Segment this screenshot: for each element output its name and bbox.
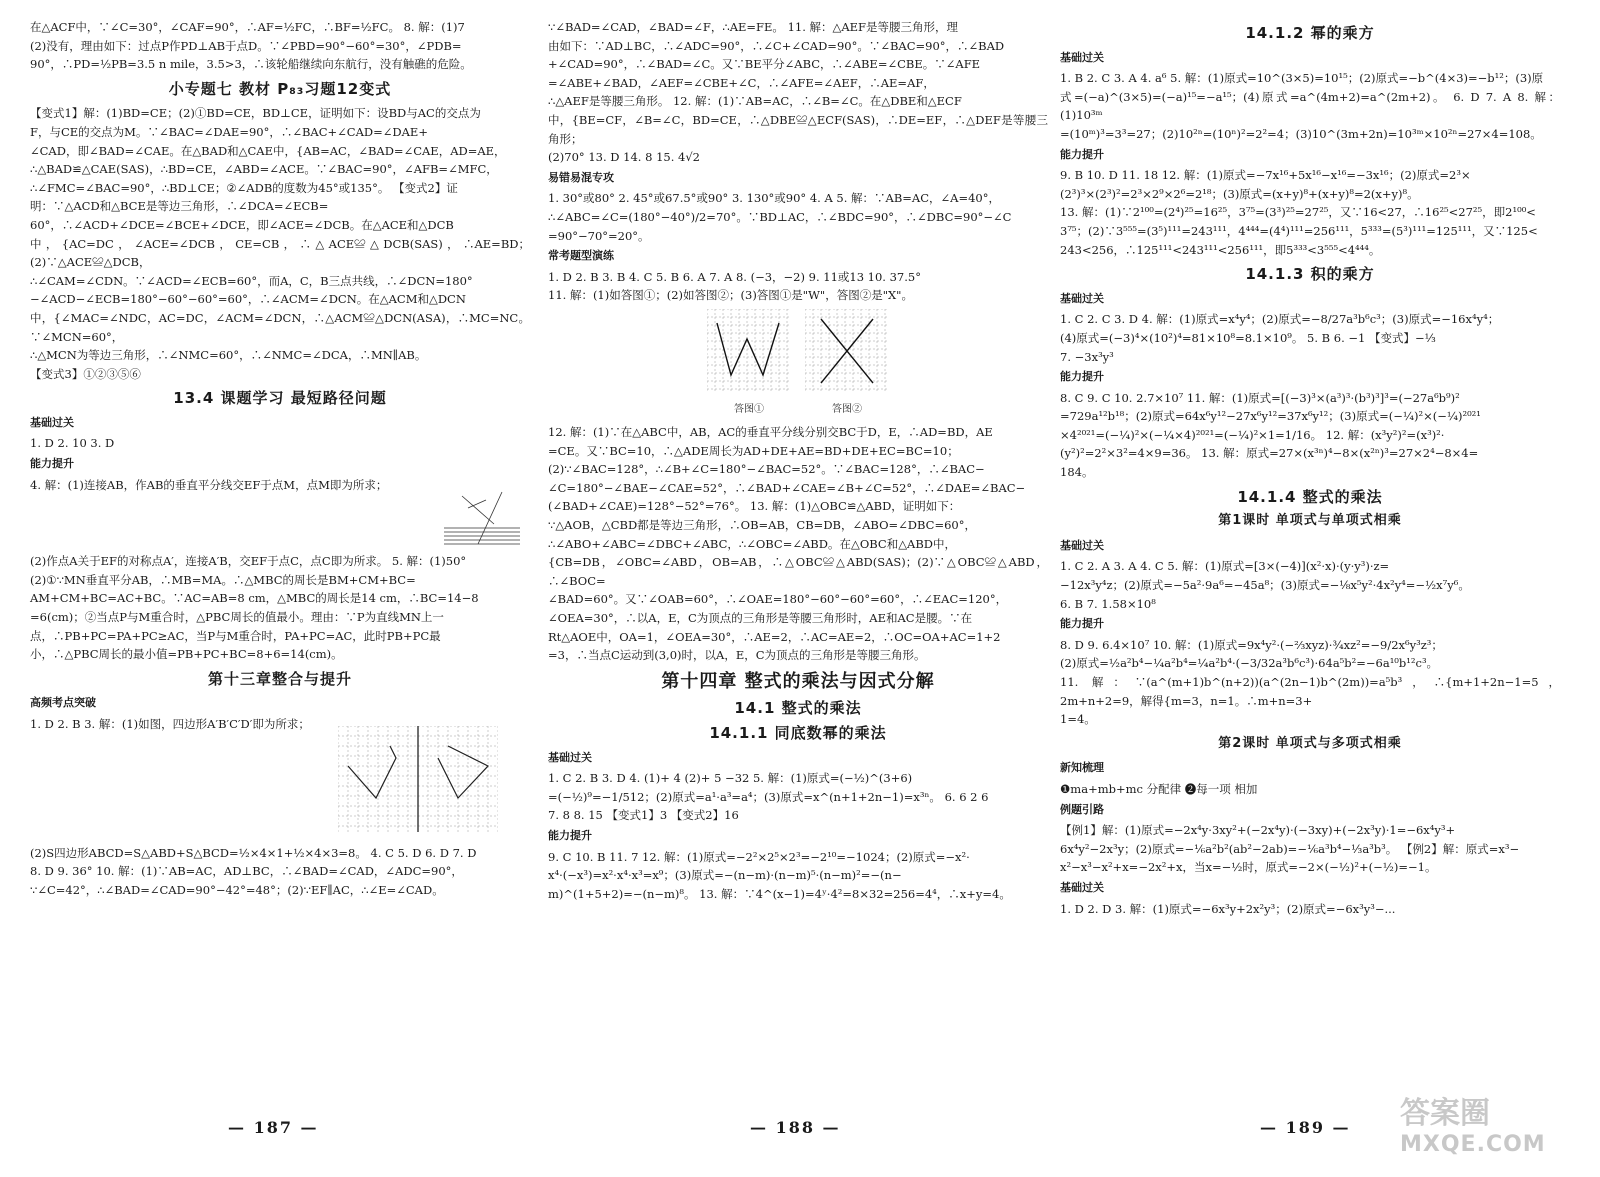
- answer-line: 60°，∴∠ACD+∠DCE=∠BCE+∠DCE，即∠ACE=∠DCB。在△ACE和△DCB: [30, 217, 454, 232]
- answer-line: ∴△MCN为等边三角形，∴∠NMC=60°，∴∠NMC=∠DCA，∴MN∥AB。: [30, 348, 427, 363]
- answer-line: ∵△AOB，△CBD都是等边三角形，∴OB=AB，CB=DB，∠ABO=∠DBC=60°，: [548, 518, 976, 533]
- answer-line: 7. 8 8. 15 【变式1】3 【变式2】16: [548, 808, 739, 823]
- subheading: 基础过关: [1060, 880, 1104, 894]
- section-title: 小专题七 教材 P₈₃习题12变式: [168, 79, 392, 98]
- subheading: 易错易混专攻: [548, 170, 614, 184]
- answer-line: 8. D 9. 36° 10. 解：(1)∵AB=AC，AD⊥BC，∴∠BAD=∠CAD，∠ADC=90°，: [30, 864, 463, 879]
- answer-line: ∠BAD=60°。又∵∠OAB=60°，∴∠OAE=180°−60°−60°=60°，∴∠EAC=120°，: [548, 592, 1008, 607]
- subheading: 常考题型演练: [548, 249, 614, 263]
- answer-line: 90°，∴PD=½PB=3.5 n mile，3.5>3，∴该轮船继续向东航行，没有触礁的危险。: [30, 57, 472, 72]
- answer-line: 在△ACF中，∵∠C=30°，∠CAF=90°，∴AF=½FC，∴BF=½FC。 8. 解：(1)7: [30, 20, 465, 34]
- text-block: [30, 18, 530, 74]
- chapter-title: 第十四章 整式的乘法与因式分解: [661, 670, 935, 692]
- answer-line: ∴∠ABO+∠ABC=∠DBC+∠ABC，∴∠OBC=∠ABD。在△OBC和△ABD中，: [548, 536, 957, 551]
- text-block: [30, 844, 530, 900]
- answer-line: 1. D 2. D 3. 解：(1)原式=−6x³y+2x²y³；(2)原式=−6x³y³−...: [1060, 901, 1396, 916]
- answer-line: =6(cm)；②当点P与M重合时，△PBC周长的值最小。理由：∵P为直线MN上一: [30, 610, 444, 625]
- answer-line: (2)原式=½a²b⁴−¼a²b⁴=¼a²b⁴·(−3/32a³b⁶c³)·64a⁵b²=−6a¹⁰b¹²c³。: [1060, 656, 1439, 671]
- section-title: 14.1.1 同底数幂的乘法: [709, 724, 887, 742]
- answer-line: 【变式3】①②③⑤⑥: [30, 366, 141, 381]
- page-188-column: [548, 18, 1048, 903]
- grid-x-figure: [805, 309, 889, 393]
- answer-line: 中，{AC=DC，∠ACE=∠DCB，CE=CB，∴△ACE≌△DCB(SAS)，∴AE=BD；(2)∵△ACE≌△DCB，: [30, 236, 530, 270]
- text-block: [548, 769, 1048, 825]
- section-title: 14.1.4 整式的乘法: [1237, 487, 1383, 506]
- figure-caption: 答图②: [832, 403, 862, 415]
- answer-line: ❶ma+mb+mc 分配律 ❷每一项 相加: [1060, 781, 1258, 796]
- answer-line: 点，∴PB+PC=PA+PC≥AC，当P与M重合时，PA+PC=AC，此时PB+PC最: [30, 628, 441, 643]
- answer-line: 6x⁴y²−2x³y；(2)原式=−⅙a²b²(ab²−2ab)=−⅙a³b⁴−⅓a³b³。 【例2】解：原式=x³−: [1060, 841, 1520, 856]
- answer-line: x⁴·(−x³)=x²·x⁴·x³=x⁹；(3)原式=−(n−m)·(n−m)⁵·(n−m)²=−(n−: [548, 868, 902, 883]
- answer-line: (∠BAD+∠CAE)=128°−52°=76°。 13. 解：(1)△OBC≌△ABD，证明如下：: [548, 499, 961, 514]
- answer-line: (2)作点A关于EF的对称点A′，连接A′B，交EF于点C，点C即为所求。 5. 解：(1)50°: [30, 554, 467, 569]
- answer-line: 9. B 10. D 11. 18 12. 解：(1)原式=−7x¹⁶+5x¹⁶−x¹⁶=−3x¹⁶；(2)原式=2³×: [1060, 168, 1471, 183]
- answer-line: +∠CAD=90°，∴∠BAD=∠C。又∵BE平分∠ABC，∴∠ABE=∠CBE。∵∠AFE: [548, 57, 981, 72]
- subheading: 能力提升: [548, 828, 592, 842]
- text-block: [1060, 389, 1560, 482]
- answer-line: ∠C=180°−∠BAE−∠CAE=52°，∴∠BAD+∠CAE=∠B+∠C=52°，∴∠DAE=∠BAC−: [548, 480, 1026, 495]
- answer-line: 中，{∠MAC=∠NDC，AC=DC，∠ACM=∠DCN，∴△ACM≌△DCN(ASA)，∴MC=NC。∵∠MCN=60°，: [30, 310, 530, 344]
- section-title: 14.1 整式的乘法: [734, 699, 862, 718]
- answer-line: 1. C 2. B 3. D 4. (1)+ 4 (2)+ 5 −32 5. 解：(1)原式=(−½)^(3+6): [548, 771, 913, 786]
- section-title: 第十三章整合与提升: [207, 669, 352, 688]
- subheading: 高频考点突破: [30, 696, 96, 710]
- text-block: [30, 104, 530, 383]
- grid-lines: [707, 309, 791, 393]
- answer-line: (2)S四边形ABCD=S△ABD+S△BCD=½×4×1+½×4×3=8。 4. C 5. D 6. D 7. D: [30, 845, 477, 860]
- answer-line: =729a¹²b¹⁸；(2)原式=64x⁶y¹²−27x⁶y¹²=37x⁶y¹²；(3)原式=(−¼)²×(−¼)²⁰²¹: [1060, 409, 1481, 424]
- subheading: 能力提升: [1060, 617, 1104, 631]
- answer-line: Rt△AOE中，OA=1，∠OEA=30°，∴AE=2，∴AC=AE=2，∴OC=OA+AC=1+2: [548, 629, 1001, 644]
- answer-line: ∴∠CAM=∠CDN。∵∠ACD=∠ECB=60°，而A，C，B三点共线，∴∠DCN=180°: [30, 273, 473, 288]
- answer-line: ∴∠FMC=∠BAC=90°，∴BD⊥CE；②∠ADB的度数为45°或135°。 【变式2】证: [30, 180, 458, 195]
- page-number: — 189 —: [1260, 1118, 1351, 1137]
- text-block: [548, 18, 1048, 167]
- answer-line: =90°−70°=20°。: [548, 228, 650, 243]
- answer-line: 6. B 7. 1.58×10⁸: [1060, 596, 1156, 611]
- answer-line: 9. C 10. B 11. 7 12. 解：(1)原式=−2²×2⁵×2³=−2¹⁰=−1024；(2)原式=−x²·: [548, 849, 970, 864]
- answer-line: 184。: [1060, 465, 1094, 480]
- text-block: [1060, 310, 1560, 366]
- answer-line: ∴△AEF是等腰三角形。 12. 解：(1)∵AB=AC，∴∠B=∠C。在△DBE和△ECF: [548, 94, 962, 109]
- text-block: [1060, 557, 1560, 613]
- answer-line: (2)∵∠BAC=128°，∴∠B+∠C=180°−∠BAC=52°。∵∠BAC=128°，∴∠BAC−: [548, 462, 985, 477]
- subheading: 能力提升: [1060, 147, 1104, 161]
- answer-line: 1. D 2. 10 3. D: [30, 436, 115, 451]
- answer-line: (2)70° 13. D 14. 8 15. 4√2: [548, 150, 700, 165]
- page-number: — 187 —: [228, 1118, 319, 1137]
- answer-line: 12. 解：(1)∵在△ABC中，AB，AC的垂直平分线分别交BC于D，E，∴AD=BD，AE: [548, 425, 993, 440]
- answer-line: (2)没有，理由如下：过点P作PD⊥AB于点D。∵∠PBD=90°−60°=30°，∠PDB=: [30, 38, 462, 53]
- answer-line: 小，∴△PBC周长的最小值=PB+PC+BC=8+6=14(cm)。: [30, 647, 343, 662]
- answer-line: m)^(1+5+2)=−(n−m)⁸。 13. 解：∵4^(x−1)=4ʸ·4²=8×32=256=4⁴，∴x+y=4。: [548, 886, 1011, 901]
- text-block: [548, 268, 1048, 305]
- answer-line: ∵∠C=42°，∴∠BAD=∠CAD=90°−42°=48°；(2)∵EF∥AC，∴∠E=∠CAD。: [30, 882, 444, 897]
- lesson-title: 第2课时 单项式与多项式相乘: [1218, 735, 1402, 751]
- watermark-url: MXQE.COM: [1400, 1132, 1546, 1157]
- subheading: 基础过关: [548, 750, 592, 764]
- figure-area: [30, 494, 530, 552]
- answer-line: −∠ACD−∠ECB=180°−60°−60°=60°，∴∠ACM=∠DCN。在△ACM和△DCN: [30, 292, 466, 307]
- section-title: 13.4 课题学习 最短路径问题: [173, 389, 387, 408]
- grid-w-figure: [707, 309, 791, 393]
- answer-line: 由如下：∵AD⊥BC，∴∠ADC=90°，∴∠C+∠CAD=90°。∵∠BAC=90°，∴∠BAD: [548, 38, 1005, 53]
- answer-line: 3⁷⁵；(2)∵3⁵⁵⁵=(3⁵)¹¹¹=243¹¹¹，4⁴⁴⁴=(4⁴)¹¹¹=256¹¹¹，5³³³=(5³)¹¹¹=125¹¹¹，又∵125<: [1060, 223, 1538, 238]
- answer-line: ∴∠ABC=∠C=(180°−40°)/2=70°。∵BD⊥AC，∴∠BDC=90°，∴∠DBC=90°−∠C: [548, 209, 1012, 224]
- answer-line: {CB=DB，∠OBC=∠ABD，OB=AB，∴△OBC≌△ABD(SAS)；(2)∵△OBC≌△ABD，∴∠BOC=: [548, 555, 1048, 588]
- text-block: [548, 189, 1048, 245]
- answer-line: 7. −3x³y³: [1060, 349, 1114, 364]
- text-block: [548, 423, 1048, 665]
- answer-line: 4. 解：(1)连接AB，作AB的垂直平分线交EF于点M，点M即为所求；: [30, 477, 388, 492]
- subheading: 能力提升: [1060, 370, 1104, 384]
- answer-line: 1. D 2. B 3. 解：(1)如图，四边形A′B′C′D′即为所求；: [30, 717, 310, 731]
- figure-caption: 答图①: [734, 403, 764, 415]
- text-block: [1060, 166, 1560, 259]
- answer-line: 1. C 2. C 3. D 4. 解：(1)原式=x⁴y⁴；(2)原式=−8/27a³b⁶c³；(3)原式=−16x⁴y⁴；: [1060, 312, 1500, 327]
- subheading: 基础过关: [30, 415, 74, 429]
- figure-area: [30, 734, 530, 844]
- text-block: [1060, 636, 1560, 729]
- answer-line: =(10ᵐ)³=3³=27；(2)10²ⁿ=(10ⁿ)²=2²=4；(3)10^(3m+2n)=10³ᵐ×10²ⁿ=27×4=108。: [1060, 126, 1542, 141]
- answer-line: x²−x³−x²+x=−2x²+x，当x=−½时，原式=−2×(−½)²+(−½)=−1。: [1060, 860, 1437, 875]
- subheading: 基础过关: [1060, 291, 1104, 305]
- answer-line: 243<256，∴125¹¹¹<243¹¹¹<256¹¹¹，即5³³³<3⁵⁵⁵<4⁴⁴⁴。: [1060, 242, 1381, 257]
- answer-line: ×4²⁰²¹=(−¼)²×(−¼×4)²⁰²¹=(−¼)²×1=1/16。 12. 解：(x³y²)²=(x³)²·: [1060, 427, 1445, 442]
- section-title: 14.1.3 积的乘方: [1245, 265, 1375, 284]
- watermark-text: 答案圈: [1400, 1096, 1490, 1131]
- page-number: — 188 —: [750, 1118, 841, 1137]
- answer-figure-1: [707, 309, 791, 419]
- answer-line: 8. D 9. 6.4×10⁷ 10. 解：(1)原式=9x⁴y²·(−⅔xyz)·¾xz²=−9/2x⁶y³z³；: [1060, 637, 1443, 652]
- answer-figures: [548, 309, 1048, 419]
- answer-line: 【变式1】解：(1)BD=CE；(2)①BD=CE，BD⊥CE，证明如下：设BD与AC的交点为: [30, 106, 481, 121]
- subheading: 新知梳理: [1060, 761, 1104, 775]
- answer-line: 1. B 2. C 3. A 4. a⁶ 5. 解：(1)原式=10^(3×5)=10¹⁵；(2)原式=−b^(4×3)=−b¹²；(3)原: [1060, 71, 1544, 86]
- answer-line: 8. C 9. C 10. 2.7×10⁷ 11. 解：(1)原式=[(−3)³×(a³)³·(b³)³]³=(−27a⁶b⁹)²: [1060, 390, 1460, 405]
- answer-line: =CE。又∵BC=10，∴△ADE周长为AD+DE+AE=BD+DE+EC=BC=10；: [548, 443, 959, 458]
- answer-line: 1. 30°或80° 2. 45°或67.5°或90° 3. 130°或90° 4. A 5. 解：∵AB=AC，∠A=40°，: [548, 191, 1000, 206]
- answer-line: (y²)²=2²×3²=4×9=36。 13. 解：原式=27×(x³ⁿ)⁴−8×(x²ⁿ)³=27×2⁴−8×4=: [1060, 446, 1479, 461]
- section-title: 14.1.2 幂的乘方: [1245, 24, 1375, 42]
- answer-line: 【例1】解：(1)原式=−2x⁴y·3xy²+(−2x⁴y)·(−3xy)+(−2x³y)·1=−6x⁴y³+: [1060, 823, 1456, 838]
- answer-line: 中，{BE=CF，∠B=∠C，BD=CE，∴△DBE≌△ECF(SAS)，∴DE=EF，∴△DEF是等腰三角形；: [548, 112, 1048, 146]
- answer-figure-2: [805, 309, 889, 419]
- answer-line: ∴△BAD≌△CAE(SAS)，∴BD=CE，∠ABD=∠ACE。∵∠BAC=90°，∠AFB=∠MFC，: [30, 162, 498, 177]
- answer-line: (2³)³×(2³)²=2³×2⁹×2⁶=2¹⁸；(3)原式=(x+y)⁸+(x+y)⁸=2(x+y)⁸。: [1060, 186, 1419, 201]
- answer-line: AM+CM+BC=AC+BC。∵AC=AB=8 cm，△MBC的周长是14 cm，∴BC=14−8: [30, 591, 479, 606]
- grid-quadrilateral-figure: [338, 726, 498, 834]
- answer-line: (4)原式=(−3)⁴×(10²)⁴=81×10⁸=8.1×10⁹。 5. B 6. −1 【变式】−⅓: [1060, 330, 1436, 345]
- subheading: 基础过关: [1060, 538, 1104, 552]
- text-block: [548, 848, 1048, 904]
- answer-line: =3，∴当点C运动到(3,0)时，以A，E，C为顶点的三角形是等腰三角形。: [548, 648, 926, 663]
- answer-line: 1. C 2. A 3. A 4. C 5. 解：(1)原式=[3×(−4)](x²·x)·(y·y³)·z=: [1060, 559, 1390, 574]
- answer-line: (2)①∵MN垂直平分AB，∴MB=MA。∴△MBC的周长是BM+CM+BC=: [30, 572, 416, 587]
- text-block: [1060, 69, 1560, 143]
- text-block: [1060, 821, 1560, 877]
- answer-line: 1=4。: [1060, 712, 1096, 727]
- answer-line: ∠CAD，即∠BAD=∠CAE。在△BAD和△CAE中，{AB=AC，∠BAD=∠CAE，AD=AE，: [30, 143, 506, 158]
- answer-line: 11. 解：∵(a^(m+1)b^(n+2))(a^(2n−1)b^(2m))=a⁵b³，∴{m+1+2n−1=5，2m+n+2=9，解得{m=3，n=1。∴m+n=3+: [1060, 675, 1560, 708]
- answer-line: −12x³y⁴z；(2)原式=−5a²·9a⁶=−45a⁸；(3)原式=−⅛x⁵y²·4x²y⁴=−½x⁷y⁶。: [1060, 578, 1470, 593]
- answer-line: ∠OEA=30°，∴以A，E，C为顶点的三角形是等腰三角形时，AE和AC是腰。∵在: [548, 611, 973, 626]
- answer-line: F，与CE的交点为M。∵∠BAC=∠DAE=90°，∴∠BAC+∠CAD=∠DAE+: [30, 124, 428, 139]
- answer-line: ∵∠BAD=∠CAD，∠BAD=∠F，∴AE=FE。 11. 解：△AEF是等腰三角形，理: [548, 20, 959, 34]
- subheading: 例题引路: [1060, 802, 1104, 816]
- subheading: 能力提升: [30, 457, 74, 471]
- text-block: [30, 552, 530, 664]
- answer-line: =∠ABE+∠BAD，∠AEF=∠CBE+∠C，∴∠AFE=∠AEF，∴AE=AF，: [548, 75, 935, 90]
- answer-line: 明：∵△ACD和△BCE是等边三角形，∴∠DCA=∠ECB=: [30, 199, 329, 214]
- subheading: 基础过关: [1060, 50, 1104, 64]
- answer-line: =(−½)⁹=−1/512；(2)原式=a¹·a³=a⁴；(3)原式=x^(n+1+2n−1)=x³ⁿ。 6. 6 2 6: [548, 789, 989, 804]
- page-187-column: [30, 18, 530, 899]
- lesson-title: 第1课时 单项式与单项式相乘: [1218, 513, 1402, 529]
- answer-line: 11. 解：(1)如答图①；(2)如答图②；(3)答图①是"W"，答图②是"X"。: [548, 288, 913, 303]
- page-189-column: [1060, 18, 1560, 918]
- answer-line: 式=(−a)^(3×5)=(−a)¹⁵=−a¹⁵；(4)原式=a^(4m+2)=a^(2m+2)。 6. D 7. A 8. 解：(1)10³ᵐ: [1060, 89, 1560, 123]
- answer-line: 13. 解：(1)∵2¹⁰⁰=(2⁴)²⁵=16²⁵，3⁷⁵=(3³)²⁵=27²⁵，又∵16<27，∴16²⁵<27²⁵，即2¹⁰⁰<: [1060, 205, 1536, 220]
- shortest-path-figure: [442, 488, 522, 548]
- watermark-logo: [1400, 1088, 1580, 1168]
- answer-line: 1. D 2. B 3. B 4. C 5. B 6. A 7. A 8. (−3，−2) 9. 11或13 10. 37.5°: [548, 269, 921, 284]
